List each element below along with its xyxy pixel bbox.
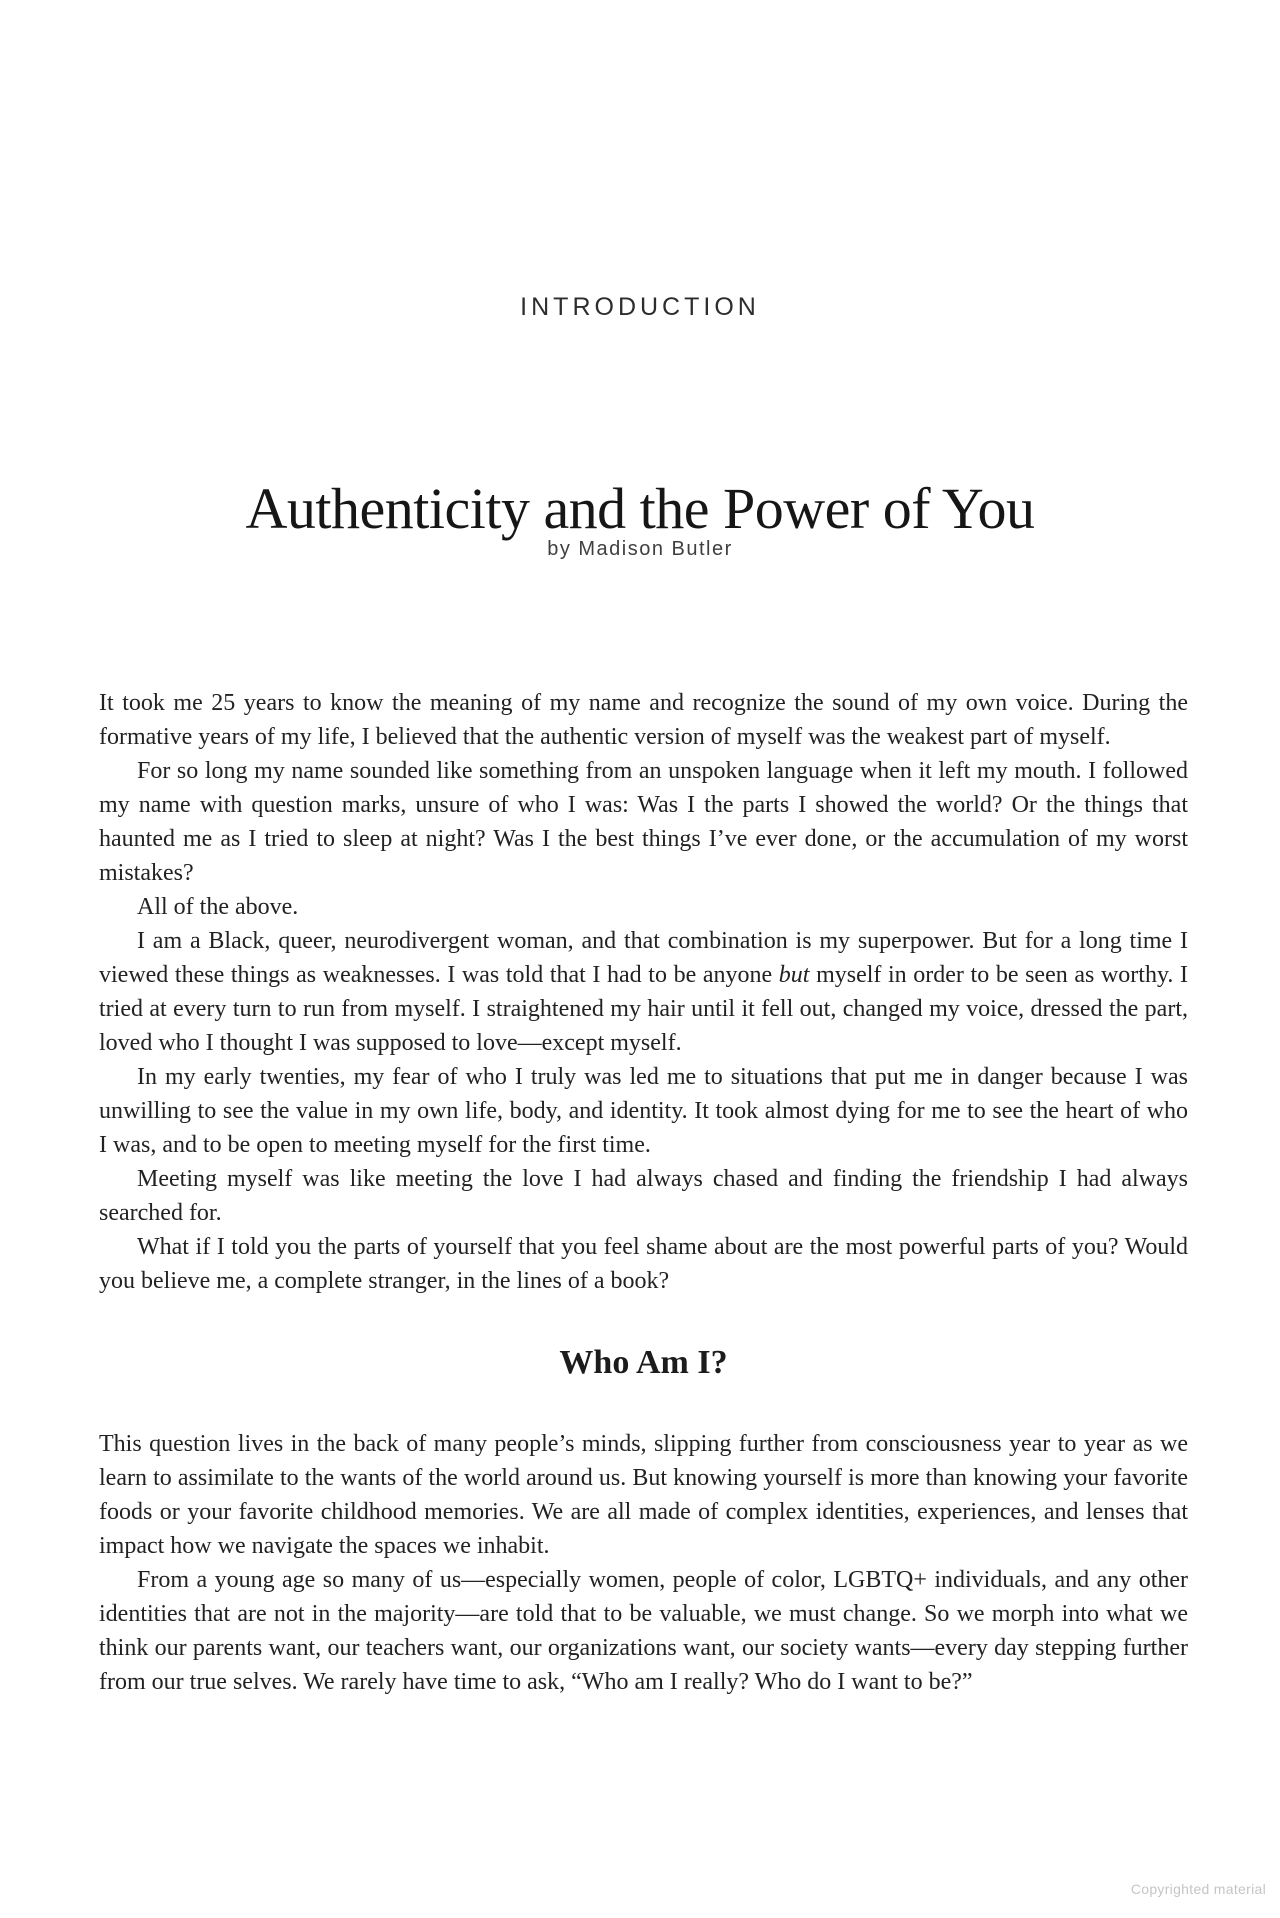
paragraph-text: It took me 25 years to know the meaning of my name and recognize the sound of my own voice. During the formative years of my life, I believed that the authentic version of myself was the weakest part of myself. [99, 690, 1188, 750]
body-paragraph [99, 1230, 1188, 1298]
chapter-title: Authenticity and the Power of You [245, 475, 1035, 541]
paragraph-text: For so long my name sounded like something from an unspoken language when it left my mouth. I followed my name with question marks, unsure of who I was: Was I the parts I showed the world? Or the things that haunted me as I tried to sleep at night? Was I the best things I’ve ever done, or the accumulation of my worst mistakes? [99, 758, 1188, 886]
body-paragraph [99, 1427, 1188, 1563]
section-heading: Who Am I? [559, 1344, 728, 1381]
paragraph-text: In my early twenties, my fear of who I truly was led me to situations that put me in danger because I was unwilling to see the value in my own life, body, and identity. It took almost dying for me to see the heart of who I was, and to be open to meeting myself for the first time. [99, 1064, 1188, 1158]
byline: by Madison Butler [547, 538, 733, 560]
paragraph-text: From a young age so many of us—especially women, people of color, LGBTQ+ individuals, and any other identities that are not in the majority—are told that to be valuable, we must change. So we morph into what we think our parents want, our teachers want, our organizations want, our society wants—every day stepping further from our true selves. We rarely have time to ask, “Who am I really? Who do I want to be?” [99, 1567, 1188, 1695]
emphasized-text: but [778, 962, 810, 988]
paragraph-text: Meeting myself was like meeting the love I had always chased and finding the friendship I had always searched for. [99, 1166, 1188, 1226]
paragraph-text: This question lives in the back of many people’s minds, slipping further from consciousness year to year as we learn to assimilate to the wants of the world around us. But knowing yourself is more than knowing your favorite foods or your favorite childhood memories. We are all made of complex identities, experiences, and lenses that impact how we navigate the spaces we inhabit. [99, 1431, 1188, 1559]
body-text [99, 686, 1188, 1699]
body-paragraph [99, 890, 1188, 924]
chapter-kicker: INTRODUCTION [520, 293, 760, 321]
body-paragraph [99, 1162, 1188, 1230]
body-paragraph [99, 1563, 1188, 1699]
body-paragraph [99, 1060, 1188, 1162]
body-paragraph [99, 686, 1188, 754]
paragraph-text: What if I told you the parts of yourself that you feel shame about are the most powerful parts of you? Would you believe me, a complete stranger, in the lines of a book? [99, 1234, 1188, 1294]
body-paragraph [99, 924, 1188, 1060]
paragraph-text: All of the above. [137, 894, 299, 920]
copyright-watermark: Copyrighted material [1130, 1881, 1266, 1897]
paragraph-text: I am a Black, queer, neurodivergent woman, and that combination is my superpower. But for a long time I viewed these things as weaknesses. I was told that I had to be anyone [99, 928, 1188, 988]
paragraph-text: myself in order to be seen as worthy. I tried at every turn to run from myself. I straightened my hair until it fell out, changed my voice, dressed the part, loved who I thought I was supposed to love—except myself. [99, 962, 1189, 1056]
body-paragraph [99, 754, 1188, 890]
